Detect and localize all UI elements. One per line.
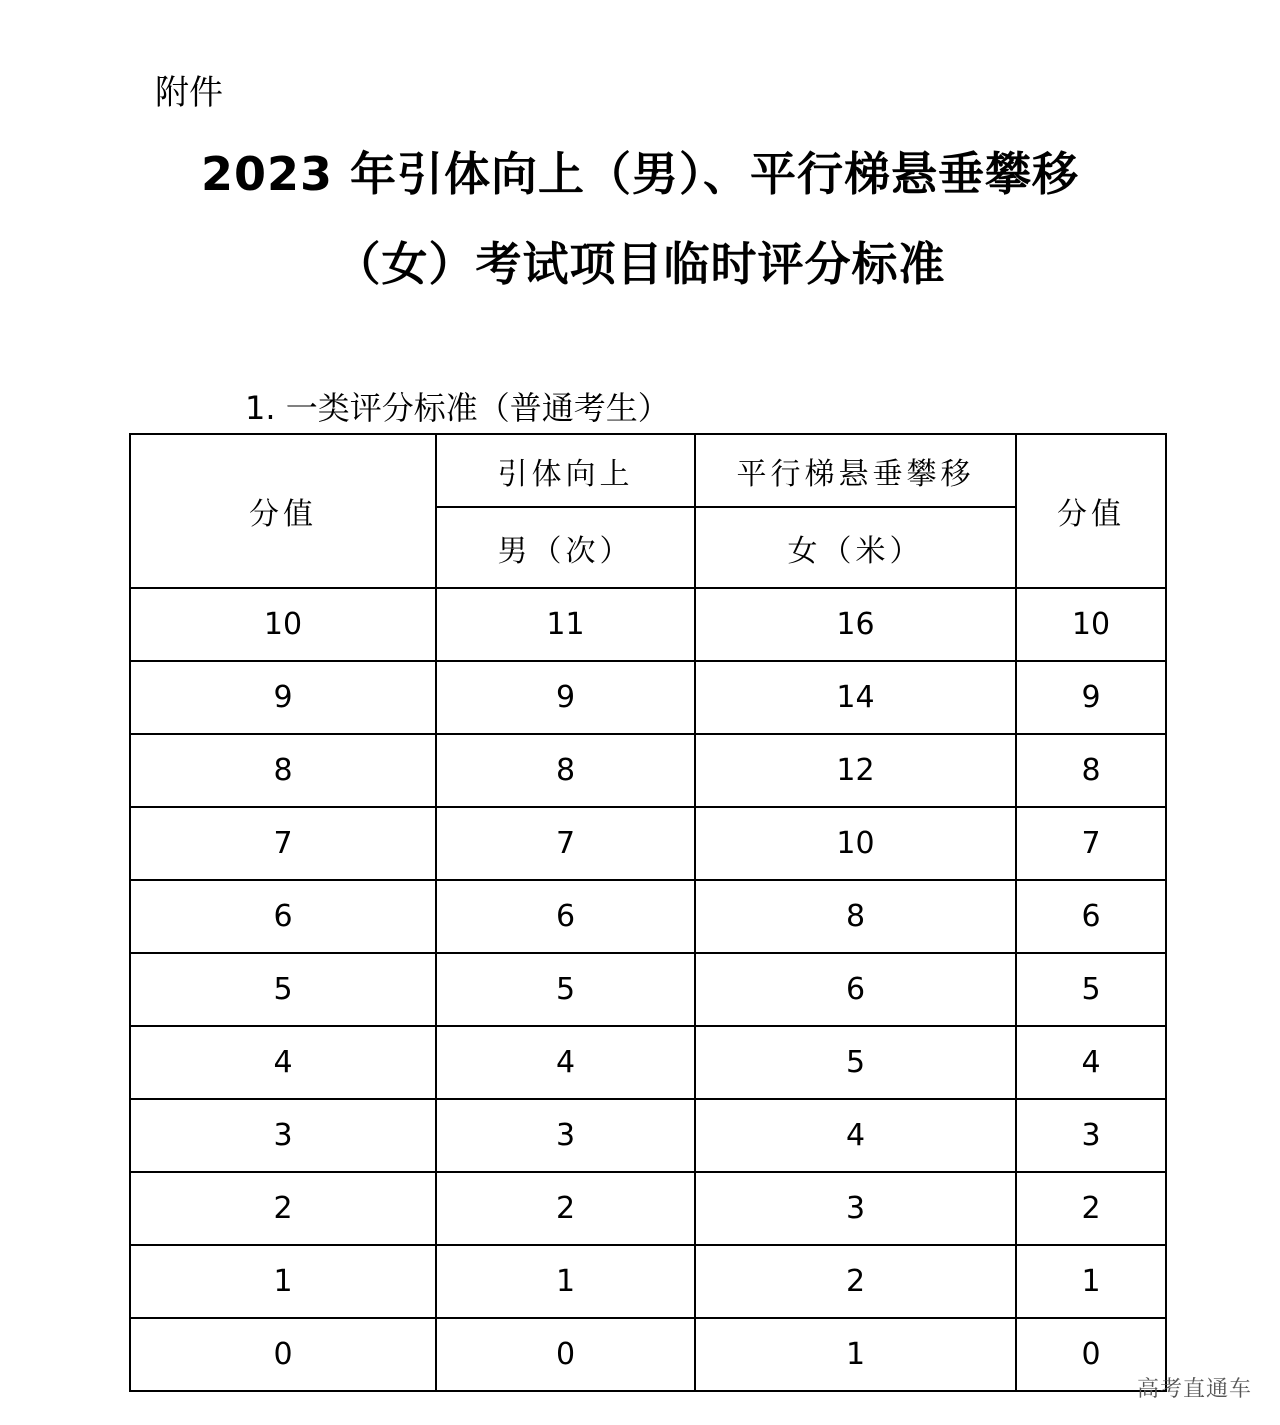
table-row <box>130 1099 1166 1172</box>
score-header-left: 分值 <box>130 434 436 588</box>
table-row <box>130 1245 1166 1318</box>
pullup-cell: 7 <box>436 807 695 880</box>
score-header-right: 分值 <box>1016 434 1166 588</box>
ladder-cell: 6 <box>695 953 1016 1026</box>
score-right-cell: 2 <box>1016 1172 1166 1245</box>
pullup-cell: 2 <box>436 1172 695 1245</box>
score-right-cell: 9 <box>1016 661 1166 734</box>
score-right-cell: 6 <box>1016 880 1166 953</box>
score-cell: 6 <box>130 880 436 953</box>
pullup-cell: 6 <box>436 880 695 953</box>
pullup-cell: 3 <box>436 1099 695 1172</box>
watermark: 高考直通车 <box>1136 1377 1252 1402</box>
score-cell: 5 <box>130 953 436 1026</box>
ladder-cell: 14 <box>695 661 1016 734</box>
pullup-subheader: 男（次） <box>436 507 695 588</box>
score-cell: 1 <box>130 1245 436 1318</box>
pullup-cell: 5 <box>436 953 695 1026</box>
pullup-cell: 4 <box>436 1026 695 1099</box>
table-row <box>130 1026 1166 1099</box>
score-cell: 9 <box>130 661 436 734</box>
score-right-cell: 7 <box>1016 807 1166 880</box>
table-row <box>130 880 1166 953</box>
score-cell: 3 <box>130 1099 436 1172</box>
ladder-cell: 4 <box>695 1099 1016 1172</box>
ladder-cell: 5 <box>695 1026 1016 1099</box>
ladder-cell: 8 <box>695 880 1016 953</box>
table-row <box>130 588 1166 661</box>
table-row <box>130 807 1166 880</box>
pullup-cell: 0 <box>436 1318 695 1391</box>
attachment-label: 附件 <box>155 73 223 113</box>
score-cell: 8 <box>130 734 436 807</box>
ladder-cell: 12 <box>695 734 1016 807</box>
table-row <box>130 734 1166 807</box>
score-right-cell: 3 <box>1016 1099 1166 1172</box>
pullup-cell: 9 <box>436 661 695 734</box>
table-row <box>130 1318 1166 1391</box>
section-heading: 1. 一类评分标准（普通考生） <box>245 389 670 427</box>
ladder-cell: 3 <box>695 1172 1016 1245</box>
score-right-cell: 5 <box>1016 953 1166 1026</box>
ladder-cell: 1 <box>695 1318 1016 1391</box>
score-cell: 4 <box>130 1026 436 1099</box>
ladder-cell: 2 <box>695 1245 1016 1318</box>
pullup-header: 引体向上 <box>436 434 695 507</box>
document-title-line-1: 2023 年引体向上（男）、平行梯悬垂攀移 <box>200 147 1080 201</box>
ladder-header: 平行梯悬垂攀移 <box>695 434 1016 507</box>
pullup-cell: 1 <box>436 1245 695 1318</box>
pullup-cell: 8 <box>436 734 695 807</box>
scoring-table <box>129 433 1167 1392</box>
score-cell: 0 <box>130 1318 436 1391</box>
score-right-cell: 8 <box>1016 734 1166 807</box>
score-right-cell: 4 <box>1016 1026 1166 1099</box>
score-cell: 2 <box>130 1172 436 1245</box>
score-right-cell: 10 <box>1016 588 1166 661</box>
table-header-row <box>130 434 1166 507</box>
table-row <box>130 1172 1166 1245</box>
document-title-line-2: （女）考试项目临时评分标准 <box>334 237 946 291</box>
ladder-cell: 10 <box>695 807 1016 880</box>
score-right-cell: 1 <box>1016 1245 1166 1318</box>
table-row <box>130 661 1166 734</box>
ladder-subheader: 女（米） <box>695 507 1016 588</box>
pullup-cell: 11 <box>436 588 695 661</box>
table-row <box>130 953 1166 1026</box>
score-cell: 7 <box>130 807 436 880</box>
score-cell: 10 <box>130 588 436 661</box>
ladder-cell: 16 <box>695 588 1016 661</box>
score-right-cell: 0 <box>1016 1318 1166 1391</box>
